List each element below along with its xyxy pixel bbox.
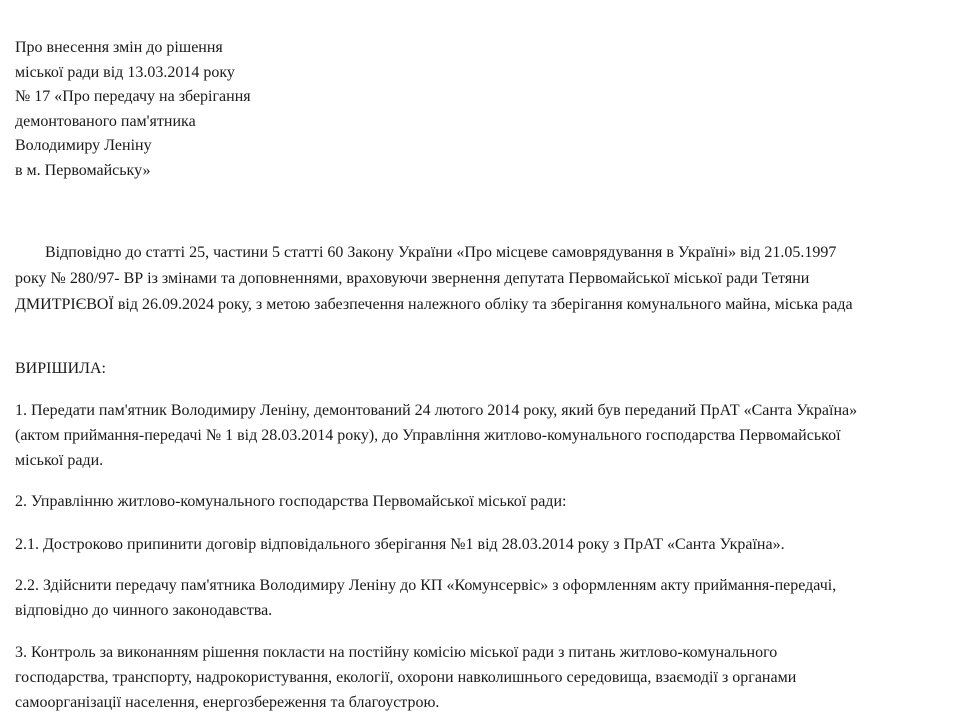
- item-2-1: [15, 532, 951, 557]
- item-line: 2.1. Достроково припинити договір відповідального зберігання №1 від 28.03.2014 року з ПрАТ «Санта Україна».: [15, 536, 785, 553]
- item-line: господарства, транспорту, надрокористування, екології, охорони навколишнього середовища, взаємодії з органами: [15, 669, 797, 686]
- item-3: [15, 640, 951, 715]
- preamble-line: ДМИТРІЄВОЇ від 26.09.2024 року, з метою забезпечення належного обліку та зберігання комунального майна, міська рада: [15, 296, 853, 313]
- preamble-line: року № 280/97- ВР із змінами та доповненнями, враховуючи звернення депутата Первомайської міської ради Тетяни: [15, 270, 810, 287]
- preamble-line: Відповідно до статті 25, частини 5 статті 60 Закону України «Про місцеве самоврядування в Україні» від 21.05.1997: [45, 244, 837, 261]
- item-line: 2.2. Здійснити передачу пам'ятника Володимиру Леніну до КП «Комунсервіс» з оформленням акту приймання-передачі,: [15, 577, 837, 594]
- item-2: [15, 489, 951, 514]
- title-line: Про внесення змін до рішення: [15, 39, 223, 56]
- title-line: міської ради від 13.03.2014 року: [15, 63, 235, 81]
- item-2-2: [15, 573, 951, 623]
- item-line: 3. Контроль за виконанням рішення покласти на постійну комісію міської ради з питань житлово-комунального: [15, 644, 778, 661]
- document-title: [15, 36, 251, 184]
- preamble-paragraph: [15, 240, 951, 318]
- item-line: міської ради.: [15, 452, 104, 469]
- item-line: відповідно до чинного законодавства.: [15, 602, 273, 619]
- decided-heading: ВИРІШИЛА:: [15, 360, 106, 377]
- item-1: [15, 398, 951, 473]
- title-line: в м. Первомайську»: [15, 161, 151, 179]
- title-line: демонтованого пам'ятника: [15, 112, 196, 130]
- title-line: Володимиру Леніну: [15, 137, 152, 155]
- title-line: № 17 «Про передачу на зберігання: [15, 88, 251, 106]
- item-line: 1. Передати пам'ятник Володимиру Леніну, демонтований 24 лютого 2014 року, який був переданий ПрАТ «Санта Україна»: [15, 402, 858, 419]
- item-line: (актом приймання-передачі № 1 від 28.03.2014 року), до Управління житлово-комунального господарства Первомайської: [15, 427, 841, 444]
- item-line: самоорганізації населення, енергозбереження та благоустрою.: [15, 694, 440, 711]
- item-line: 2. Управлінню житлово-комунального господарства Первомайської міської ради:: [15, 493, 567, 510]
